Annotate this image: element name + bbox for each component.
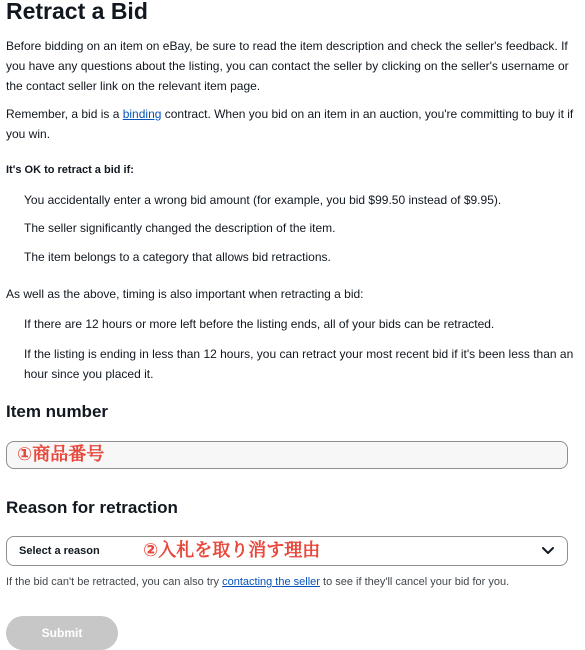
item-number-annotation: ①商品番号 bbox=[17, 444, 105, 465]
reason-label: Reason for retraction bbox=[6, 498, 178, 517]
contact-seller-link[interactable]: contacting the seller bbox=[222, 576, 320, 588]
timing-lead: As well as the above, timing is also important when retracting a bid: bbox=[6, 287, 364, 301]
reason-annotation: ②入札を取り消す理由 bbox=[143, 540, 321, 561]
reason-select[interactable] bbox=[6, 536, 568, 566]
ok-reason-item: You accidentally enter a wrong bid amount (for example, you bid $99.50 instead of $9.95). bbox=[24, 193, 502, 207]
ok-reason-item: The item belongs to a category that allows bid retractions. bbox=[24, 250, 331, 264]
chevron-down-icon bbox=[541, 545, 555, 557]
timing-item: If there are 12 hours or more left before the listing ends, all of your bids can be retracted. bbox=[24, 317, 495, 331]
intro-paragraph: Before bidding on an item on eBay, be sure to read the item description and check the seller's feedback. If you have any questions about the listing, you can contact the seller by clicking on the seller's username or the contact seller link on the relevant item page. bbox=[6, 39, 569, 93]
binding-link[interactable]: binding bbox=[122, 107, 162, 121]
page-title: Retract a Bid bbox=[6, 0, 148, 24]
binding-prefix: Remember, a bid is a bbox=[6, 107, 123, 121]
item-number-label: Item number bbox=[6, 402, 109, 421]
ok-to-retract-heading: It's OK to retract a bid if: bbox=[6, 164, 134, 176]
item-number-input[interactable] bbox=[6, 441, 568, 469]
ok-reason-item: The seller significantly changed the description of the item. bbox=[24, 221, 336, 235]
contact-seller-note bbox=[6, 574, 580, 590]
timing-item: If the listing is ending in less than 12 hours, you can retract your most recent bid if it's been less than an hour since you placed it. bbox=[24, 347, 574, 381]
submit-button[interactable]: Submit bbox=[6, 616, 118, 650]
binding-paragraph bbox=[6, 104, 576, 144]
binding-suffix: contract. When you bid on an item in an auction, you're committing to buy it if you win. bbox=[6, 107, 574, 141]
reason-selected-value: Select a reason bbox=[19, 545, 100, 557]
note-prefix: If the bid can't be retracted, you can also try bbox=[6, 576, 223, 588]
note-suffix: to see if they'll cancel your bid for you. bbox=[319, 576, 510, 588]
